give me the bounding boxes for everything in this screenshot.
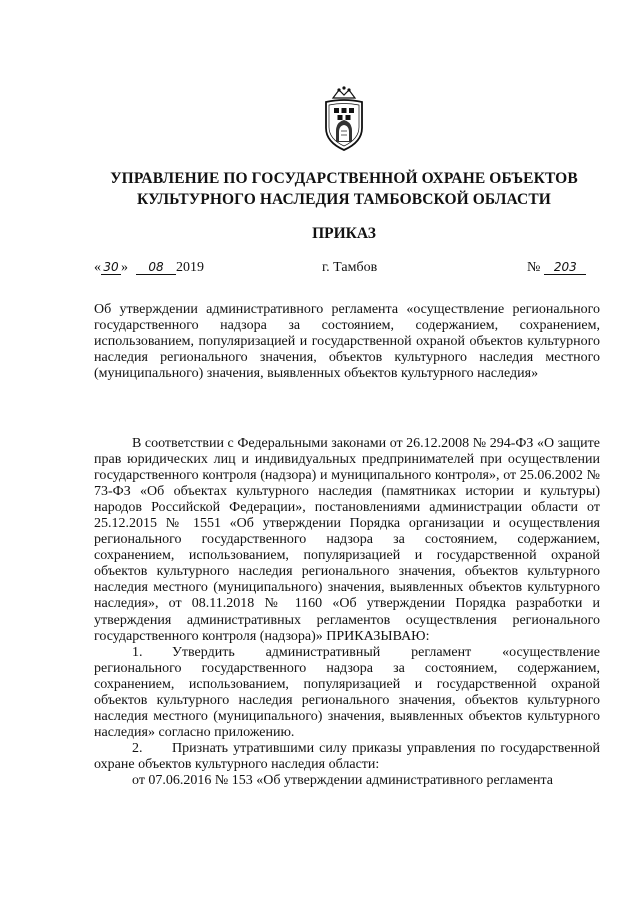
organization-title-line-2: КУЛЬТУРНОГО НАСЛЕДИЯ ТАМБОВСКОЙ ОБЛАСТИ	[137, 191, 551, 208]
handwritten-day: 30	[101, 260, 121, 275]
number-label: №	[527, 260, 541, 275]
order-subject: Об утверждении административного регламента «осуществление регионального государственного надзора за состоянием, содержанием, сохранением, использованием, популяризацией и государственной охраной объектов культурного наследия регионального значения, объектов культурного наследия местного (муниципального) значения, выявленных объектов культурного наследия»	[94, 302, 600, 381]
handwritten-month: 08	[136, 260, 176, 275]
order-item-1-number: 1.	[132, 644, 143, 660]
order-item-1	[94, 645, 600, 741]
organization-title	[80, 168, 608, 210]
document-city: г. Тамбов	[322, 260, 378, 275]
handwritten-number: 203	[544, 260, 586, 275]
tambov-coat-of-arms-icon	[319, 84, 369, 154]
document-number	[527, 258, 586, 278]
document-date	[94, 258, 204, 278]
date-year: 2019	[176, 260, 204, 275]
order-item-2-subitem: от 07.06.2016 № 153 «Об утверждении административного регламента	[132, 772, 554, 788]
order-body	[94, 436, 600, 789]
preamble-paragraph: В соответствии с Федеральными законами от 26.12.2008 № 294-ФЗ «О защите прав юридических лиц и индивидуальных предпринимателей при осуществлении государственного контроля (надзора) и муниципального контроля», от 25.06.2002 № 73-ФЗ «Об объектах культурного наследия (памятниках истории и культуры) народов Российской Федерации», постановлениями администрации области от 25.12.2015 № 1551 «Об утверждении Порядка организации и осуществления регионального государственного надзора за состоянием, содержанием, сохранением, использованием, популяризацией и государственной охраной объектов культурного наследия регионального значения, объектов культурного наследия местного (муниципального) значения, выявленных объектов культурного наследия», от 08.11.2018 № 1160 «Об утверждении Порядка разработки и утверждения административных регламентов осуществления регионального государственного контроля (надзора)» ПРИКАЗЫВАЮ:	[94, 436, 600, 644]
order-item-2	[94, 741, 600, 773]
organization-title-line-1: УПРАВЛЕНИЕ ПО ГОСУДАРСТВЕННОЙ ОХРАНЕ ОБЪЕКТОВ	[110, 170, 578, 187]
order-item-2-number: 2.	[132, 740, 143, 756]
date-close-quote: »	[121, 260, 128, 275]
document-type-title: ПРИКАЗ	[312, 225, 376, 242]
order-item-2-text: Признать утратившими силу приказы управления по государственной охране объектов культурного наследия области:	[94, 740, 600, 772]
order-item-1-text: Утвердить административный регламент «осуществление регионального государственного надзора за состоянием, содержанием, сохранением, использованием, популяризацией и государственной охраной объектов культурного наследия регионального значения, объектов культурного наследия местного (муниципального) значения, выявленных объектов культурного наследия» согласно приложению.	[94, 644, 600, 740]
date-open-quote: «	[94, 260, 101, 275]
document-meta-row	[94, 258, 600, 278]
